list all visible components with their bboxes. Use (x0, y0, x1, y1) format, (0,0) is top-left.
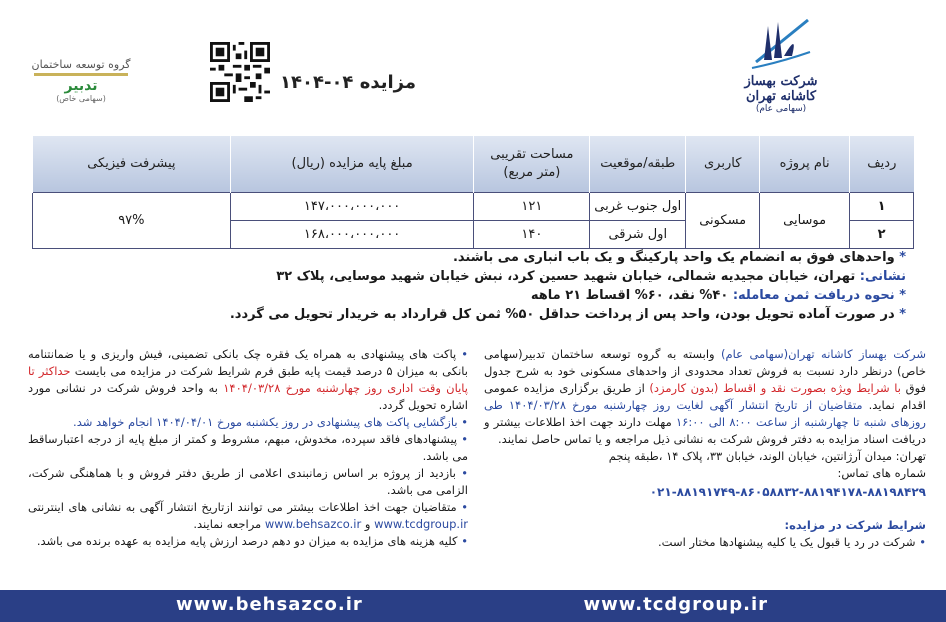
bullet-icon: • (457, 432, 468, 446)
row-number: ۲ (850, 220, 914, 248)
note-parking: * واحدهای فوق به انضمام یک واحد پارکینگ و یک باب انباری می باشند. (452, 250, 906, 265)
floor: اول جنوب غربی (590, 192, 686, 220)
footer-bar (0, 590, 946, 622)
condition-item: • بازگشایی پاکت های پیشنهادی در روز یکشنبه مورخ ۱۴۰۴/۰۴/۰۱ انجام خواهد شد. (73, 415, 468, 429)
area: ۱۲۱ (474, 192, 590, 220)
base-price: ۱۶۸،۰۰۰،۰۰۰،۰۰۰ (230, 220, 474, 248)
note-payment (46, 286, 906, 305)
project-name: موسایی (760, 192, 850, 248)
header-price: مبلغ پایه مزایده (ریال) (230, 136, 474, 192)
bullet-icon: • (457, 534, 468, 548)
partner-line2: تدبیر (64, 78, 98, 94)
note-address (46, 267, 906, 286)
address-label: نشانی: (859, 269, 906, 284)
tcdgroup-link[interactable]: www.tcdgroup.ir (374, 517, 468, 531)
partner-line3: (سهامی خاص) (56, 94, 106, 103)
star-icon: * (894, 307, 906, 322)
announcement-text (484, 346, 926, 551)
company-logo (726, 12, 836, 122)
company-subtitle: (سهامی عام) (755, 104, 807, 114)
condition-item: • متقاضیان جهت اخذ اطلاعات بیشتر می توانند ازتاریخ انتشار آگهی به نشانی های اینترنتی www.tcdgroup.ir و www.behsazco.ir مراجعه نمایند. (28, 500, 468, 531)
company-name: شرکت بهساز کاشانه تهران (744, 74, 818, 104)
table-row (33, 192, 914, 220)
payment-text: ۴۰% نقد، ۶۰% اقساط ۲۱ ماهه (530, 288, 729, 303)
table-header-row (33, 136, 914, 192)
behsazco-link[interactable]: www.behsazco.ir (264, 517, 362, 531)
company-emblem-icon (746, 12, 816, 74)
bullet-icon: • (915, 535, 926, 549)
condition-item: • شرکت در رد یا قبول یک یا کلیه پیشنهادها مختار است. (658, 535, 926, 549)
partner-line1: گروه توسعه ساختمان (31, 58, 131, 71)
star-icon: * (894, 250, 906, 265)
header-project: نام پروژه (760, 136, 850, 192)
header-progress: پیشرفت فیزیکی (33, 136, 231, 192)
payment-label: نحوه دریافت ثمن معامله: (732, 288, 895, 303)
auction-title: مزایده ۰۴-۱۴۰۴ (280, 72, 416, 93)
physical-progress: ۹۷% (33, 192, 231, 248)
units-table (32, 136, 914, 249)
bullet-icon: • (456, 500, 468, 514)
row-number: ۱ (850, 192, 914, 220)
conditions-list (28, 346, 468, 550)
qr-code-icon (210, 42, 270, 102)
floor: اول شرقی (590, 220, 686, 248)
base-price: ۱۴۷،۰۰۰،۰۰۰،۰۰۰ (230, 192, 474, 220)
partner-divider (34, 73, 128, 76)
partner-logo (22, 58, 140, 110)
note-delivery: * در صورت آماده تحویل بودن، واحد پس از پرداخت حداقل ۵۰% ثمن کل قرارداد به خریدار تحویل می گردد. (229, 307, 906, 322)
condition-item: • کلیه هزینه های مزایده به میزان دو دهم درصد ارزش پایه مزایده به عهده برنده می باشد. (36, 534, 468, 548)
footer-url-behsazco[interactable]: www.behsazco.ir (176, 594, 363, 615)
phones-label: شماره های تماس: (837, 466, 926, 480)
header-row-number: ردیف (850, 136, 914, 192)
office-address: تهران: میدان آرژانتین، خیابان الوند، خیابان ۳۳، پلاک ۱۴ ،طبقه پنجم (608, 449, 926, 463)
star-icon: * (894, 288, 906, 303)
bullet-icon: • (457, 415, 468, 429)
notes-section (46, 248, 906, 324)
usage: مسکونی (686, 192, 760, 248)
header-floor: طبقه/موقعیت (590, 136, 686, 192)
condition-item: • پیشنهادهای فاقد سپرده، مخدوش، مبهم، مشروط و کمتر از مبلغ پایه از درجه اعتبارساقط می باشد. (28, 432, 468, 463)
conditions-title: شرایط شرکت در مزایده: (784, 518, 926, 532)
area: ۱۴۰ (474, 220, 590, 248)
condition-item: • پاکت های پیشنهادی به همراه یک فقره چک بانکی تضمینی، فیش واریزی و یا ضمانتنامه بانکی به میزان ۵ درصد قیمت پایه طبق فرم شرایط شرکت در مزایده می بایست حداکثر تا پایان وقت اداری روز چهارشنبه مورخ ۱۴۰۴/۰۳/۲۸ به واحد فروش شرکت در نشانی مورد اشاره تحویل گردد. (28, 347, 468, 412)
address-text: تهران، خیابان مجیدیه شمالی، خیابان شهید حسین کرد، نبش خیابان شهید موسایی، پلاک ۳۲ (276, 269, 856, 284)
condition-item: • بازدید از پروژه بر اساس زمانبندی اعلامی از طریق دفتر فروش و با هماهنگی شرکت، الزامی می باشد. (28, 466, 468, 497)
phone-numbers: ۰۲۱-۸۸۱۹۱۷۴۹-۸۶۰۵۸۸۳۲-۸۸۱۹۴۱۷۸-۸۸۱۹۸۴۲۹ (649, 485, 926, 499)
announcement-paragraph: شرکت بهساز کاشانه تهران(سهامی عام) وابسته به گروه توسعه ساختمان تدبیر(سهامی خاص) درنظر دارد نسبت به فروش تعداد محدودی از واحدهای مسکونی خود به شرح جدول فوق با شرایط ویژه بصورت نقد و اقساط (بدون کارمزد) از طریق برگزاری مزایده عمومی اقدام نماید. متقاضیان از تاریخ انتشار آگهی لغایت روز چهارشنبه مورخ ۱۴۰۴/۰۳/۲۸ طی روزهای شنبه تا چهارشنبه از ساعت ۸:۰۰ الی ۱۶:۰۰ مهلت دارند جهت اخذ اطلاعات بیشتر و دریافت اسناد مزایده به دفتر فروش شرکت به نشانی ذیل مراجعه و یا تماس حاصل نمایند. (484, 347, 927, 446)
header-area: مساحت تقریبی (متر مربع) (474, 136, 590, 192)
bullet-icon: • (456, 347, 468, 361)
footer-url-tcdgroup[interactable]: www.tcdgroup.ir (583, 594, 768, 615)
bullet-icon: • (455, 466, 468, 480)
header-usage: کاربری (686, 136, 760, 192)
